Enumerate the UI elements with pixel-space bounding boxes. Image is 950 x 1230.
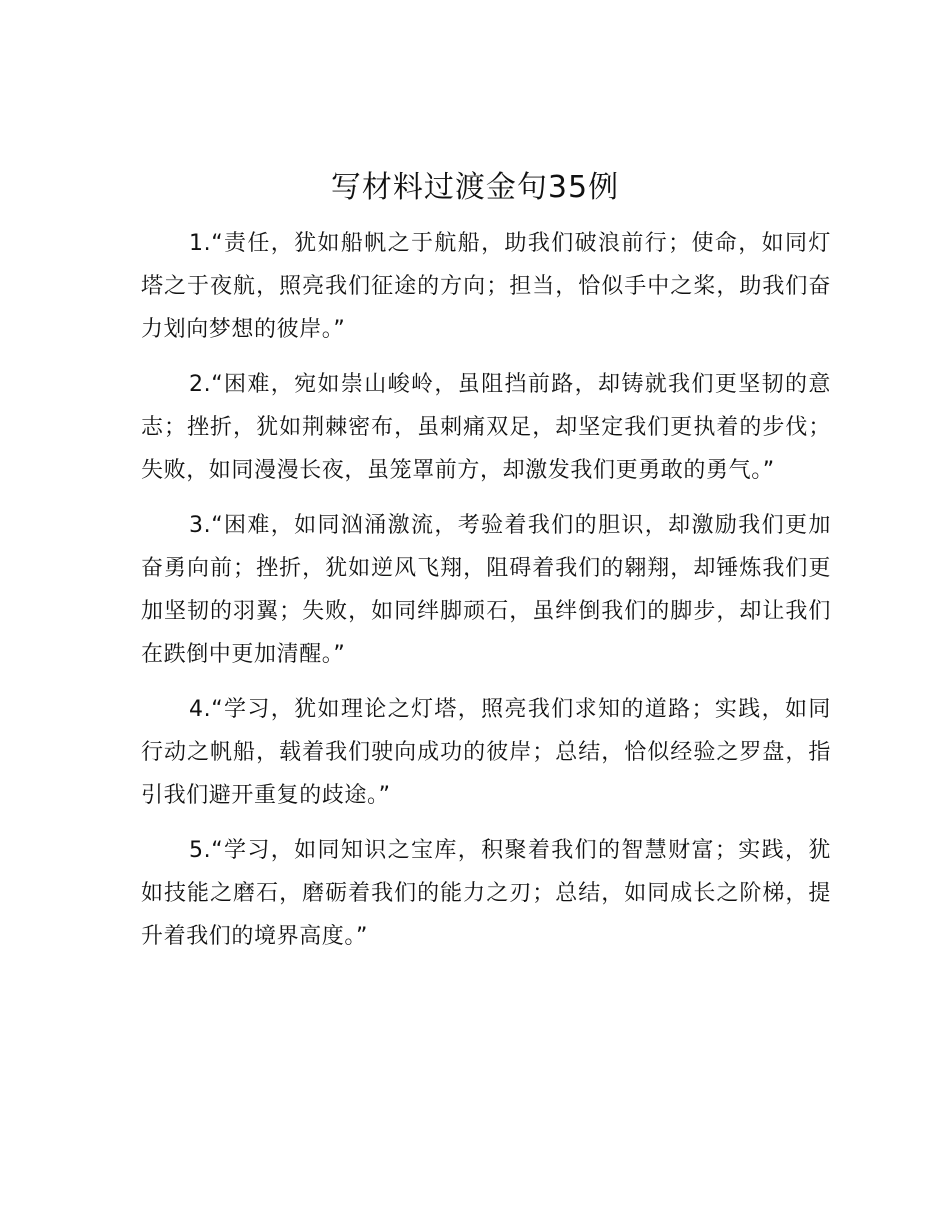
paragraph-5: 5.“学习，如同知识之宝库，积聚着我们的智慧财富；实践，犹如技能之磨石，磨砺着我们的能力之刃；总结，如同成长之阶梯，提升着我们的境界高度。” [141,838,831,949]
paragraph-2: 2.“困难，宛如崇山峻岭，虽阻挡前路，却铸就我们更坚韧的意志；挫折，犹如荆棘密布，虽刺痛双足，却坚定我们更执着的步伐；失败，如同漫漫长夜，虽笼罩前方，却激发我们更勇敢的勇气。” [141,372,831,483]
document-body [141,222,831,970]
paragraph-1: 1.“责任，犹如船帆之于航船，助我们破浪前行；使命，如同灯塔之于夜航，照亮我们征途的方向；担当，恰似手中之桨，助我们奋力划向梦想的彼岸。” [141,231,831,342]
paragraph-4: 4.“学习，犹如理论之灯塔，照亮我们求知的道路；实践，如同行动之帆船，载着我们驶向成功的彼岸；总结，恰似经验之罗盘，指引我们避开重复的歧途。” [141,697,831,808]
paragraph-3: 3.“困难，如同汹涌激流，考验着我们的胆识，却激励我们更加奋勇向前；挫折，犹如逆风飞翔，阻碍着我们的翱翔，却锤炼我们更加坚韧的羽翼；失败，如同绊脚顽石，虽绊倒我们的脚步，却让我们在跌倒中更加清醒。” [141,513,831,667]
page-title: 写材料过渡金句35例 [330,170,620,205]
